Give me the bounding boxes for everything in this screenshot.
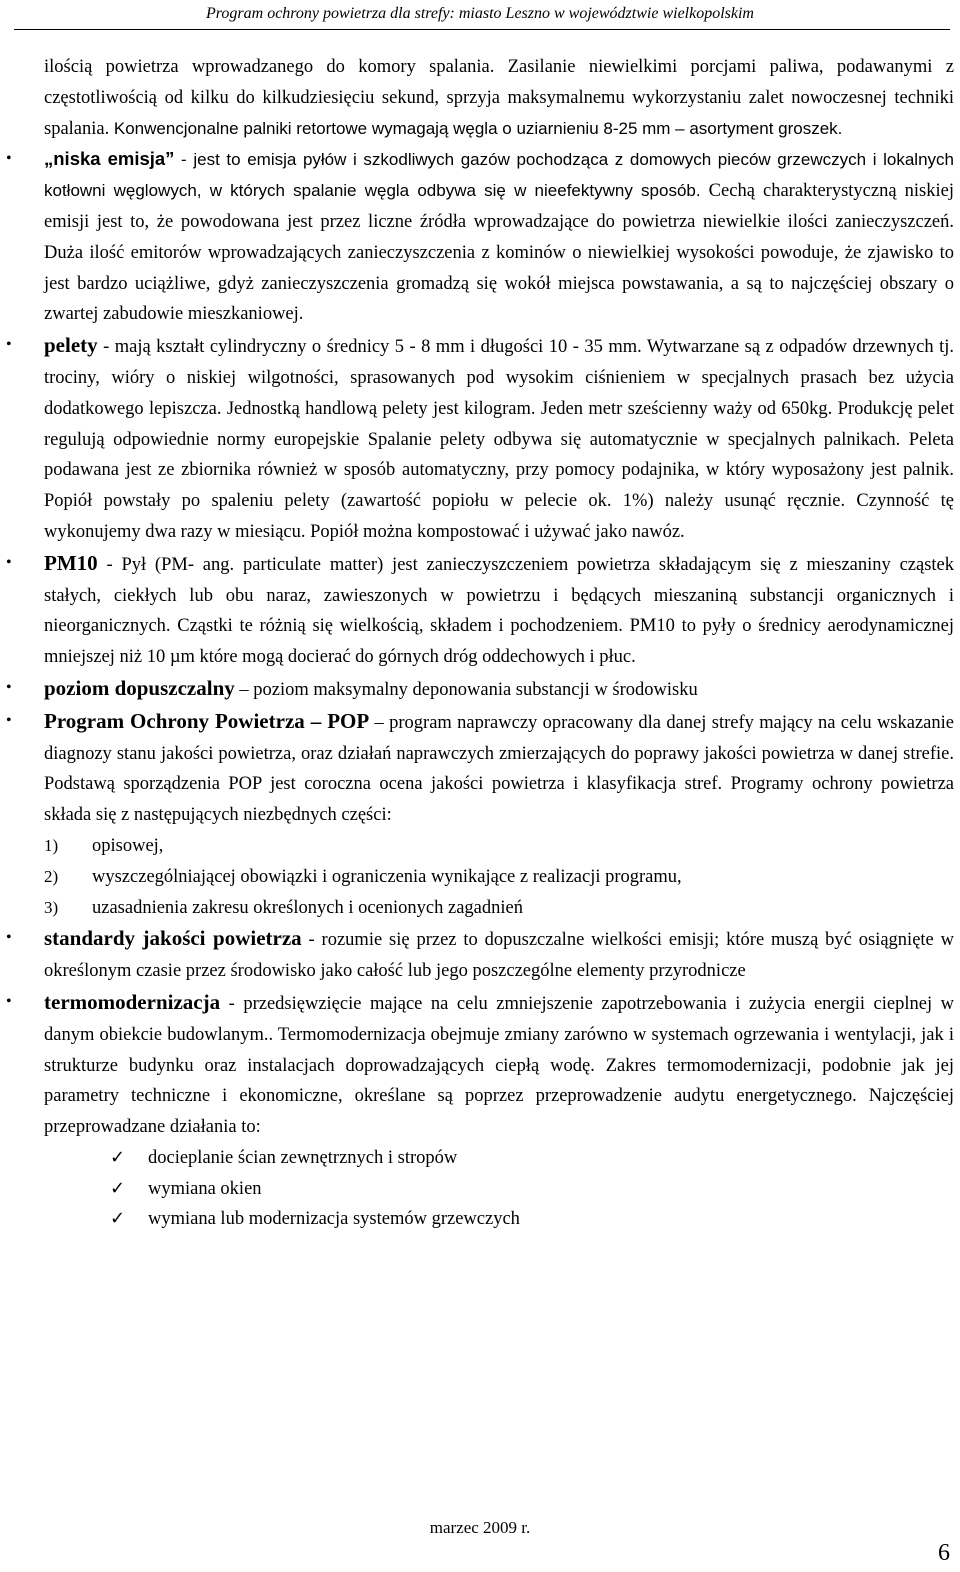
checkmark-icon: ✓ xyxy=(110,1177,126,1199)
term-label: Program Ochrony Powietrza – POP xyxy=(44,708,370,733)
definition-text: - Pył (PM- ang. particulate matter) jest zanieczyszczeniem powietrza składającym się z mieszaniny cząstek stałych, ciekłych lub obu naraz, zawieszonych w powietrzu i będących mieszaniną substancji organicznych i nieorganicznych. Cząstki te różnią się wielkością, składem i pochodzeniem. PM10 to pyły o średnicy aerodynamicznej mniejszej niż 10 µm które mogą docierać do górnych dróg oddechowych i płuc. xyxy=(44,554,954,668)
term-label: pelety xyxy=(44,333,98,358)
definition-termomodernizacja xyxy=(6,987,954,1235)
definition-text: - mają kształt cylindryczny o średnicy 5 - 8 mm i długości 10 - 35 mm. Wytwarzane są z odpadów drzewnych tj. trociny, wióry o niskiej wilgotności, sprasowanych pod wysokim ciśnieniem w specjalnych prasach bez użycia dodatkowego lepiszcza. Jednostką handlową pelety jest kilogram. Jeden metr sześcienny waży od 650kg. Produkcję pelet regulują odpowiednie normy europejskie Spalanie pelety odbywa się automatycznie w specjalnych palnikach. Peleta podawana jest ze zbiornika również w sposób automatyczny, przy pomocy podajnika, w który wyposażony jest palnik. Popiół powstały po spaleniu pelety (zawartość popiołu w pelecie ok. 1%) należy usunąć ręcznie. Czynność tę wykonujemy dwa razy w miesiącu. Popiół można kompostować i używać jako nawóz. xyxy=(44,337,954,542)
list-item-text: opisowej, xyxy=(92,835,164,856)
definition-pelety xyxy=(6,330,954,548)
list-item-text: wymiana okien xyxy=(148,1178,262,1199)
term-label: poziom dopuszczalny xyxy=(44,675,235,700)
definition-text: – poziom maksymalny deponowania substancji w środowisku xyxy=(234,679,698,700)
list-item xyxy=(44,1204,954,1235)
checkmark-icon: ✓ xyxy=(110,1208,126,1230)
definition-text: - jest to emisja pyłów i szkodliwych gazów pochodząca z domowych pieców grzewczych i lokalnych kotłowni węglowych, w których spalanie węgla odbywa się w nieefektywny sposób. xyxy=(44,150,954,201)
list-number: 3) xyxy=(44,897,59,917)
list-item-text: docieplanie ścian zewnętrznych i stropów xyxy=(148,1147,458,1168)
intro-text-b: Konwencjonalne palniki retortowe wymagają węgla o uziarnieniu 8-25 mm – asortyment groszek. xyxy=(113,118,843,138)
list-item xyxy=(44,831,954,862)
term-label: standardy jakości powietrza xyxy=(44,926,302,951)
definition-standardy xyxy=(6,923,954,987)
term-label: PM10 xyxy=(44,550,98,575)
list-item-text: wymiana lub modernizacja systemów grzewczych xyxy=(148,1209,520,1230)
list-item xyxy=(44,893,954,924)
bullet-icon: • xyxy=(6,711,12,729)
list-item xyxy=(44,862,954,893)
bullet-icon: • xyxy=(6,336,12,354)
term-label: „niska emisja” xyxy=(44,148,175,170)
definition-pm10 xyxy=(6,548,954,673)
termo-actions-list xyxy=(44,1143,954,1235)
list-item-text: wyszczególniającej obowiązki i ograniczenia wynikające z realizacji programu, xyxy=(92,866,682,887)
bullet-icon: • xyxy=(6,678,12,696)
page-footer: marzec 2009 r. xyxy=(429,1518,531,1537)
document-body xyxy=(6,52,954,1235)
bullet-icon: • xyxy=(6,992,12,1010)
bullet-icon: • xyxy=(6,553,12,571)
page-header: Program ochrony powietrza dla strefy: miasto Leszno w województwie wielkopolskim xyxy=(206,5,754,22)
definition-pop xyxy=(6,706,954,924)
definition-poziom-dopuszczalny xyxy=(6,673,954,706)
bullet-icon: • xyxy=(6,929,12,947)
pop-parts-list xyxy=(44,831,954,923)
term-label: termomodernizacja xyxy=(44,989,221,1014)
list-item-text: uzasadnienia zakresu określonych i ocenionych zagadnień xyxy=(92,897,523,918)
list-item xyxy=(44,1174,954,1205)
intro-paragraph xyxy=(44,52,954,144)
page-number: 6 xyxy=(938,1540,950,1566)
list-number: 1) xyxy=(44,835,59,855)
intro-text-a: ilością powietrza wprowadzanego do komory spalania. Zasilanie niewielkimi porcjami paliwa, podawanymi z częstotliwością od kilku do kilkudziesięciu sekund, sprzyja maksymalnemu wykorzystaniu zalet nowoczesnej techniki spalania. xyxy=(44,57,954,139)
checkmark-icon: ✓ xyxy=(110,1146,126,1168)
list-number: 2) xyxy=(44,866,59,886)
definition-text: - rozumie się przez to dopuszczalne wielkości emisji; które muszą być osiągnięte w określonym czasie przez środowisko jako całość lub jego poszczególne elementy przyrodnicze xyxy=(44,930,954,982)
definition-text: – program naprawczy opracowany dla danej strefy mający na celu wskazanie diagnozy stanu jakości powietrza, oraz działań naprawczych zmierzających do poprawy jakości powietrza w danej strefie. Podstawą sporządzenia POP jest coroczna ocena jakości powietrza i klasyfikacja stref. Programy ochrony powietrza składa się z następujących niezbędnych części: xyxy=(44,712,954,826)
definition-text-continued: Cechą charakterystyczną niskiej emisji jest to, że powodowana jest przez liczne źródła wprowadzające do powietrza niewielkie ilości zanieczyszczeń. Duża ilość emitorów wprowadzających zanieczyszczenia z kominów o niewielkiej wysokości powoduje, że zjawisko to jest bardzo uciążliwe, gdyż zanieczyszczenia gromadzą się wokół miejsca powstawania, a są to najczęściej obszary o zwartej zabudowie mieszkaniowej. xyxy=(44,181,954,325)
list-item xyxy=(44,1143,954,1174)
definition-text: - przedsięwzięcie mające na celu zmniejszenie zapotrzebowania i zużycia energii cieplnej w danym obiekcie budowlanym.. Termomodernizacja obejmuje zmiany zarówno w systemach ogrzewania i wentylacji, jak i strukturze budynku oraz instalacjach doprowadzających ciepłą wodę. Zakres termomodernizacji, podobnie jak jej parametry techniczne i ekonomiczne, określane są poprzez przeprowadzenie audytu energetycznego. Najczęściej przeprowadzane działania to: xyxy=(44,993,954,1138)
definition-niska-emisja xyxy=(6,144,954,330)
bullet-icon: • xyxy=(6,150,12,168)
header-rule xyxy=(14,29,950,30)
